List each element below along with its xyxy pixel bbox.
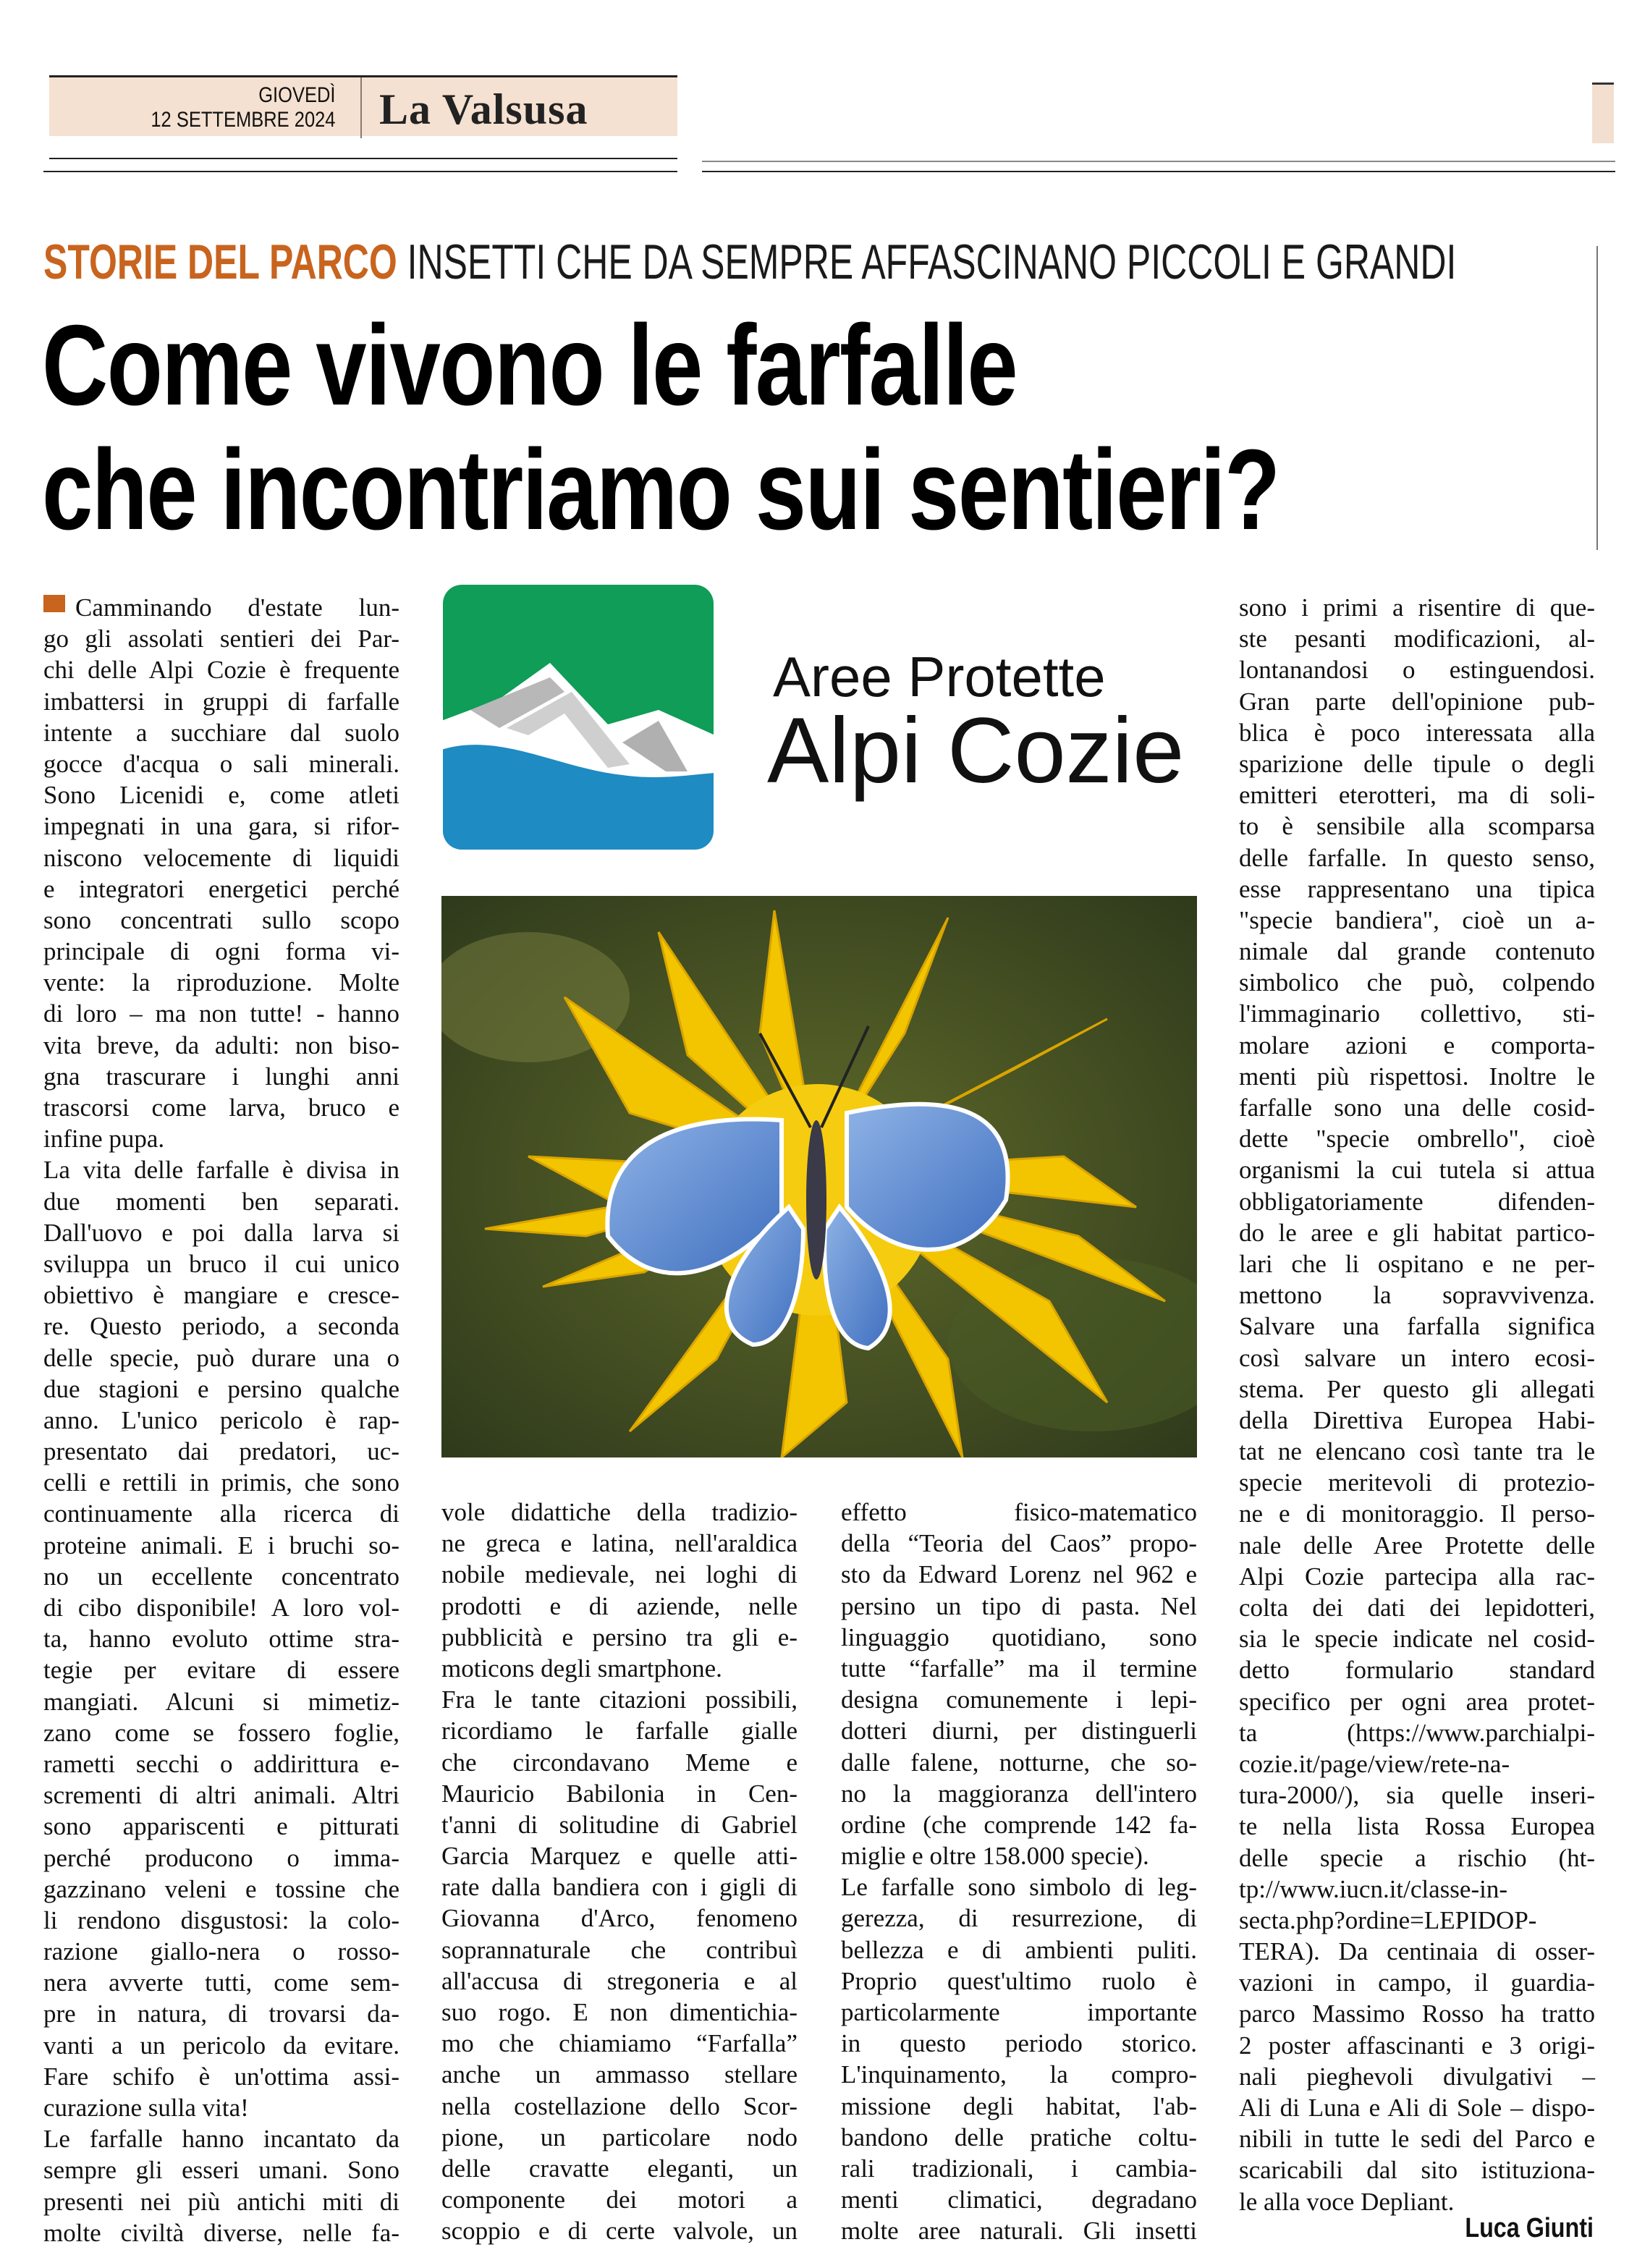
text-line: Camminando d'estate lun- bbox=[75, 593, 399, 622]
text-line: razione giallo-nera o rosso- bbox=[43, 1937, 399, 1966]
text-line: organismi la cui tutela si attua bbox=[1239, 1156, 1595, 1185]
text-line: Le farfalle sono simbolo di leg- bbox=[841, 1873, 1197, 1902]
page-edge-tab bbox=[1592, 82, 1614, 143]
text-line: te nella lista Rossa Europea bbox=[1239, 1812, 1595, 1841]
section-label: STORIE DEL PARCO bbox=[43, 234, 397, 289]
text-line: di cibo disponibile! A loro vol- bbox=[43, 1594, 399, 1622]
text-line: due stagioni e persino qualche bbox=[43, 1374, 399, 1403]
text-line: sono i primi a risentire di que- bbox=[1239, 593, 1595, 622]
text-line: gerezza, di resurrezione, di bbox=[841, 1904, 1197, 1933]
text-line: bellezza e di ambienti puliti. bbox=[841, 1935, 1197, 1964]
column-rule bbox=[1596, 246, 1598, 550]
text-line: obiettivo è mangiare e cresce- bbox=[43, 1281, 399, 1310]
text-line: do le aree e gli habitat partico- bbox=[1239, 1218, 1595, 1247]
text-line: no la maggioranza dell'intero bbox=[841, 1779, 1197, 1808]
text-line: lontanandosi o estinguendosi. bbox=[1239, 656, 1595, 685]
logo-text-alpi-cozie: Alpi Cozie bbox=[767, 699, 1185, 803]
text-line: vente: la riproduzione. Molte bbox=[43, 968, 399, 997]
text-column-4 bbox=[1239, 592, 1595, 2217]
text-line: intente a succhiare dal suolo bbox=[43, 718, 399, 747]
text-line: effetto fisico-matematico bbox=[841, 1498, 1197, 1526]
text-line: gazzinano veleni e tossine che bbox=[43, 1874, 399, 1903]
text-line: blica è poco interessata alla bbox=[1239, 718, 1595, 747]
text-line: dette "specie ombrello", cioè bbox=[1239, 1125, 1595, 1154]
newspaper-logo: La Valsusa bbox=[379, 85, 588, 133]
headline-line-1: Come vivono le farfalle bbox=[42, 302, 1017, 429]
text-line: anche un ammasso stellare bbox=[441, 2060, 798, 2089]
header-rule bbox=[49, 158, 677, 159]
text-line: secta.php?ordine=LEPIDOP- bbox=[1239, 1905, 1537, 1934]
text-line: dalle falene, notturne, che so- bbox=[841, 1748, 1197, 1777]
text-line: di loro – ma non tutte! - hanno bbox=[43, 999, 399, 1028]
text-line: sono concentrati sullo scopo bbox=[43, 905, 399, 934]
text-line: cozie.it/page/view/rete-na- bbox=[1239, 1749, 1510, 1778]
text-line: Dall'uovo e poi dalla larva si bbox=[43, 1218, 399, 1247]
text-line: tutte “farfalle” ma il termine bbox=[841, 1654, 1197, 1683]
text-line: curazione sulla vita! bbox=[43, 2094, 249, 2122]
text-line: to è sensibile alla scomparsa bbox=[1239, 812, 1595, 841]
text-line: specie meritevoli di protezio- bbox=[1239, 1468, 1595, 1497]
text-line: parco Massimo Rosso ha tratto bbox=[1239, 2000, 1595, 2028]
text-line: designa comunemente i lepi- bbox=[841, 1685, 1197, 1714]
text-line: tp://www.iucn.it/classe-in- bbox=[1239, 1874, 1507, 1903]
text-line: mo che chiamiamo “Farfalla” bbox=[441, 2029, 798, 2058]
text-line: tat ne elencano così tante tra le bbox=[1239, 1437, 1595, 1466]
text-line: Garcia Marquez e quelle atti- bbox=[441, 1842, 798, 1871]
text-line: L'inquinamento, la compro- bbox=[841, 2060, 1197, 2089]
text-line: rate dalla bandiera con i gigli di bbox=[441, 1873, 798, 1902]
text-line: proteine animali. E i bruchi so- bbox=[43, 1531, 399, 1560]
text-line: t'anni di solitudine di Gabriel bbox=[441, 1810, 798, 1839]
text-line: li rendono disgustosi: la colo- bbox=[43, 1905, 399, 1934]
text-line: Sono Licenidi e, come atleti bbox=[43, 781, 399, 810]
text-line: Alpi Cozie partecipa alla rac- bbox=[1239, 1562, 1595, 1591]
text-line: scoppio e di certe valvole, un bbox=[441, 2217, 798, 2246]
text-line: gocce d'acqua o sali minerali. bbox=[43, 749, 399, 778]
issue-day: GIOVEDÌ bbox=[258, 83, 336, 107]
text-line: vazioni in campo, il guardia- bbox=[1239, 1968, 1595, 1997]
text-line: tura-2000/), sia quelle inseri- bbox=[1239, 1781, 1595, 1810]
text-line: delle cravatte eleganti, un bbox=[441, 2154, 798, 2183]
text-line: sempre gli esseri umani. Sono bbox=[43, 2156, 399, 2185]
text-line: 2 poster affascinanti e 3 origi- bbox=[1239, 2031, 1595, 2060]
text-line: e integratori energetici perché bbox=[43, 874, 399, 903]
text-line: emitteri eterotteri, ma di soli- bbox=[1239, 781, 1595, 810]
text-line: linguaggio quotidiano, sono bbox=[841, 1622, 1197, 1651]
text-line: delle specie, può durare una o bbox=[43, 1343, 399, 1372]
text-line: due momenti ben separati. bbox=[43, 1187, 399, 1216]
text-line: prodotti e di aziende, nelle bbox=[441, 1591, 798, 1620]
text-line: sto da Edward Lorenz nel 962 e bbox=[841, 1560, 1197, 1589]
text-line: nella costellazione dello Scor- bbox=[441, 2091, 798, 2120]
text-line: vita breve, da adulti: non biso- bbox=[43, 1031, 399, 1059]
text-line: le alla voce Depliant. bbox=[1239, 2187, 1455, 2216]
text-column-1 bbox=[43, 592, 399, 2248]
butterfly-photo bbox=[441, 896, 1197, 1457]
text-line: bandono delle pratiche coltu- bbox=[841, 2123, 1197, 2151]
kicker bbox=[43, 233, 1456, 291]
masthead-divider bbox=[360, 77, 362, 138]
text-line: ta (https://www.parchialpi- bbox=[1239, 1718, 1595, 1747]
text-line: niscono velocemente di liquidi bbox=[43, 843, 399, 872]
text-line: imbattersi in gruppi di farfalle bbox=[43, 687, 399, 716]
text-line: rali tradizionali, i cambia- bbox=[841, 2154, 1197, 2183]
text-line: molte aree naturali. Gli insetti bbox=[841, 2217, 1197, 2246]
text-line: impegnati in una gara, si rifor- bbox=[43, 812, 399, 841]
text-line: persino un tipo di pasta. Nel bbox=[841, 1591, 1197, 1620]
text-line: Le farfalle hanno incantato da bbox=[43, 2125, 399, 2154]
text-line: pione, un particolare nodo bbox=[441, 2123, 798, 2151]
text-line: rametti secchi o addirittura e- bbox=[43, 1749, 399, 1778]
text-line: molte civiltà diverse, nelle fa- bbox=[43, 2218, 399, 2247]
text-line: no un eccellente concentrato bbox=[43, 1562, 399, 1591]
text-line: menti più rispettosi. Inoltre le bbox=[1239, 1062, 1595, 1091]
text-line: miglie e oltre 158.000 specie). bbox=[841, 1842, 1149, 1871]
text-line: sono appariscenti e pitturati bbox=[43, 1812, 399, 1841]
text-line: presentato dai predatori, uc- bbox=[43, 1437, 399, 1466]
text-line: ta, hanno evoluto ottime stra- bbox=[43, 1625, 399, 1654]
text-line: stema. Per questo gli allegati bbox=[1239, 1374, 1595, 1403]
text-line: Gran parte dell'opinione pub- bbox=[1239, 687, 1595, 716]
text-line: go gli assolati sentieri dei Par- bbox=[43, 625, 399, 653]
text-line: particolarmente importante bbox=[841, 1998, 1197, 2026]
text-line: che circondavano Meme e bbox=[441, 1748, 798, 1777]
header-rule bbox=[702, 171, 1615, 172]
text-line: della “Teoria del Caos” propo- bbox=[841, 1529, 1197, 1558]
text-line: nobile medievale, nei loghi di bbox=[441, 1560, 798, 1589]
text-line: perché producono o imma- bbox=[43, 1843, 399, 1872]
text-line: pubblicità e persino tra gli e- bbox=[441, 1622, 798, 1651]
text-line: re. Questo periodo, a seconda bbox=[43, 1312, 399, 1341]
text-line: obbligatoriamente difenden- bbox=[1239, 1187, 1595, 1216]
text-line: chi delle Alpi Cozie è frequente bbox=[43, 656, 399, 685]
text-line: pre in natura, di trovarsi da- bbox=[43, 2000, 399, 2028]
header-rule bbox=[43, 171, 677, 172]
text-line: missione degli habitat, l'ab- bbox=[841, 2091, 1197, 2120]
text-line: menti climatici, degradano bbox=[841, 2186, 1197, 2214]
text-line: TERA). Da centinaia di osser- bbox=[1239, 1937, 1595, 1966]
text-line: zano come se fossero foglie, bbox=[43, 1718, 399, 1747]
text-line: vanti a un pericolo da evitare. bbox=[43, 2031, 399, 2060]
text-line: Giovanna d'Arco, fenomeno bbox=[441, 1904, 798, 1933]
text-line: Fra le tante citazioni possibili, bbox=[441, 1685, 798, 1714]
text-line: all'accusa di stregoneria e al bbox=[441, 1966, 798, 1995]
issue-date bbox=[93, 83, 342, 132]
text-line: ordine (che comprende 142 fa- bbox=[841, 1810, 1197, 1839]
text-line: lari che li ospitano e ne per- bbox=[1239, 1249, 1595, 1278]
text-line: Ali di Luna e Ali di Sole – dispo- bbox=[1239, 2094, 1595, 2122]
text-line: nale delle Aree Protette delle bbox=[1239, 1531, 1595, 1560]
text-line: presenti nei più antichi miti di bbox=[43, 2187, 399, 2216]
text-line: ricordiamo le farfalle gialle bbox=[441, 1717, 798, 1746]
text-line: celli e rettili in primis, che sono bbox=[43, 1468, 399, 1497]
text-line: trascorsi come larva, bruco e bbox=[43, 1093, 399, 1122]
text-line: detto formulario standard bbox=[1239, 1656, 1595, 1685]
text-line: nimale dal grande contenuto bbox=[1239, 937, 1595, 966]
text-line: sviluppa un bruco il cui unico bbox=[43, 1249, 399, 1278]
text-line: gna trascurare i lunghi anni bbox=[43, 1062, 399, 1091]
logo-text-aree-protette: Aree Protette bbox=[773, 645, 1106, 708]
text-line: farfalle sono una delle cosid- bbox=[1239, 1093, 1595, 1122]
text-column-3 bbox=[841, 1497, 1197, 2247]
text-line: l'immaginario collettivo, sti- bbox=[1239, 999, 1595, 1028]
text-line: vole didattiche della tradizio- bbox=[441, 1498, 798, 1526]
park-logo-icon bbox=[441, 583, 715, 851]
header-rule bbox=[702, 161, 1615, 162]
text-line: Salvare una farfalla significa bbox=[1239, 1312, 1595, 1341]
text-line: sparizione delle tipule o degli bbox=[1239, 749, 1595, 778]
text-line: simbolico che può, colpendo bbox=[1239, 968, 1595, 997]
kicker-text: INSETTI CHE DA SEMPRE AFFASCINANO PICCOLI E GRANDI bbox=[407, 234, 1457, 289]
text-line: nera avverte tutti, come sem- bbox=[43, 1968, 399, 1997]
text-line: così salvare un intero ecosi- bbox=[1239, 1343, 1595, 1372]
text-line: infine pupa. bbox=[43, 1125, 165, 1154]
text-line: anno. L'unico pericolo è rap- bbox=[43, 1405, 399, 1434]
text-line: scaricabili dal sito istituziona- bbox=[1239, 2156, 1595, 2185]
text-line: ne greca e latina, nell'araldica bbox=[441, 1529, 798, 1558]
text-line: moticons degli smartphone. bbox=[441, 1654, 722, 1683]
author-byline: Luca Giunti bbox=[1465, 2213, 1594, 2243]
text-line: principale di ogni forma vi- bbox=[43, 937, 399, 966]
text-line: specifico per ogni area protet- bbox=[1239, 1687, 1595, 1716]
text-line: mettono la sopravvivenza. bbox=[1239, 1281, 1595, 1310]
text-line: "specie bandiera", cioè un a- bbox=[1239, 905, 1595, 934]
text-line: nibili in tutte le sedi del Parco e bbox=[1239, 2125, 1595, 2154]
text-line: molare azioni e comporta- bbox=[1239, 1031, 1595, 1059]
text-line: della Direttiva Europea Habi- bbox=[1239, 1405, 1595, 1434]
text-line: tegie per evitare di essere bbox=[43, 1656, 399, 1685]
text-line: colta dei dati dei lepidotteri, bbox=[1239, 1594, 1595, 1622]
text-line: ste pesanti modificazioni, al- bbox=[1239, 625, 1595, 653]
masthead bbox=[49, 75, 677, 136]
text-line: continuamente alla ricerca di bbox=[43, 1499, 399, 1528]
text-line: dotteri diurni, per distinguerli bbox=[841, 1717, 1197, 1746]
text-line: suo rogo. E non dimentichia- bbox=[441, 1998, 798, 2026]
text-line: in questo periodo storico. bbox=[841, 2029, 1197, 2058]
text-line: Fare schifo è un'ottima assi- bbox=[43, 2062, 399, 2091]
text-line: componente dei motori a bbox=[441, 2186, 798, 2214]
text-line: La vita delle farfalle è divisa in bbox=[43, 1156, 399, 1185]
text-line: delle specie a rischio (ht- bbox=[1239, 1843, 1595, 1872]
text-line: delle farfalle. In questo senso, bbox=[1239, 843, 1595, 872]
text-line: soprannaturale che contribuì bbox=[441, 1935, 798, 1964]
issue-date-text: 12 SETTEMBRE 2024 bbox=[151, 108, 336, 132]
text-line: sia le specie indicate nel cosid- bbox=[1239, 1625, 1595, 1654]
headline-line-2: che incontriamo sui sentieri? bbox=[42, 426, 1279, 554]
text-line: Proprio quest'ultimo ruolo è bbox=[841, 1966, 1197, 1995]
text-column-2 bbox=[441, 1497, 798, 2247]
text-line: ne e di monitoraggio. Il perso- bbox=[1239, 1499, 1595, 1528]
text-line: Mauricio Babilonia in Cen- bbox=[441, 1779, 798, 1808]
text-line: mangiati. Alcuni si mimetiz- bbox=[43, 1687, 399, 1716]
text-line: nali pieghevoli divulgativi – bbox=[1239, 2062, 1595, 2091]
text-line: esse rappresentano una tipica bbox=[1239, 874, 1595, 903]
text-line: scrementi di altri animali. Altri bbox=[43, 1781, 399, 1810]
